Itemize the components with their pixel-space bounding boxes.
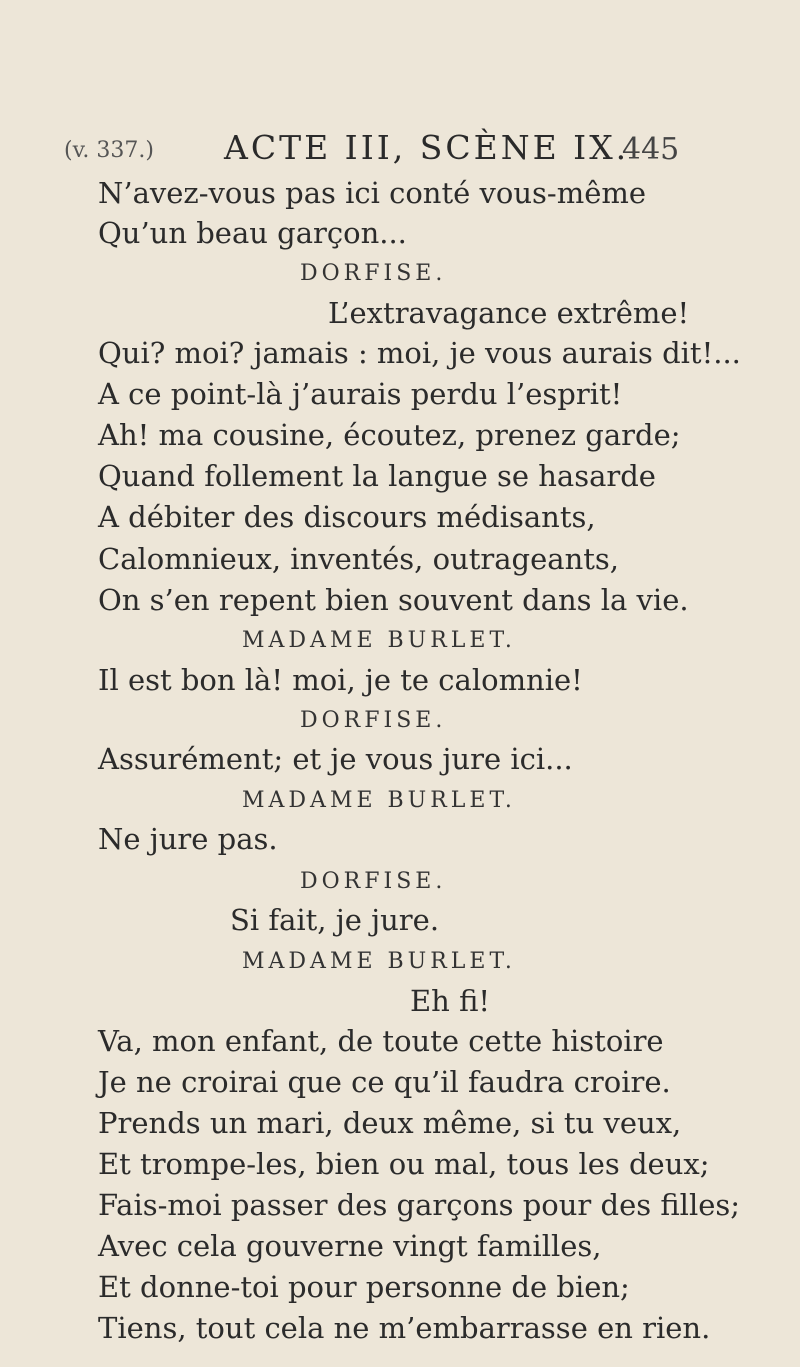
verse-line: L’extravagance extrême!: [328, 296, 690, 330]
speaker-name: MADAME BURLET.: [242, 788, 516, 813]
verse-line: Ne jure pas.: [98, 822, 278, 856]
act-scene-title: ACTE III, SCÈNE IX.: [224, 128, 630, 167]
verse-line: Je ne croirai que ce qu’il faudra croire.: [98, 1065, 671, 1099]
verse-line: Ah! ma cousine, écoutez, prenez garde;: [98, 418, 681, 452]
page-number: 445: [622, 132, 680, 167]
verse-line: Si fait, je jure.: [230, 903, 440, 937]
verse-line: On s’en repent bien souvent dans la vie.: [98, 583, 689, 617]
verse-line: Quand follement la langue se hasarde: [98, 459, 656, 493]
verse-line: Qui? moi? jamais : moi, je vous aurais dit!...: [98, 336, 741, 370]
verse-line: Qu’un beau garçon...: [98, 216, 407, 250]
speaker-name: MADAME BURLET.: [242, 949, 516, 974]
speaker-name: DORFISE.: [300, 261, 447, 286]
verse-line: A débiter des discours médisants,: [98, 500, 596, 534]
verse-line: Fais-moi passer des garçons pour des filles;: [98, 1188, 741, 1222]
verse-line: A ce point-là j’aurais perdu l’esprit!: [98, 377, 623, 411]
verse-line: Avec cela gouverne vingt familles,: [98, 1229, 602, 1263]
verse-line: Et trompe-les, bien ou mal, tous les deux;: [98, 1147, 710, 1181]
speaker-name: DORFISE.: [300, 869, 447, 894]
verse-line: Et donne-toi pour personne de bien;: [98, 1270, 630, 1304]
verse-line: Va, mon enfant, de toute cette histoire: [98, 1024, 664, 1058]
running-header: [0, 128, 800, 178]
verse-line: Eh fi!: [410, 984, 491, 1018]
verse-line: Prends un mari, deux même, si tu veux,: [98, 1106, 682, 1140]
verse-line: Il est bon là! moi, je te calomnie!: [98, 663, 583, 697]
verse-line: Calomnieux, inventés, outrageants,: [98, 542, 619, 576]
verse-line: Assurément; et je vous jure ici...: [98, 742, 573, 776]
verse-reference: (v. 337.): [64, 138, 154, 163]
verse-line: N’avez-vous pas ici conté vous-même: [98, 176, 647, 210]
verse-line: Tiens, tout cela ne m’embarrasse en rien.: [98, 1311, 711, 1345]
speaker-name: DORFISE.: [300, 708, 447, 733]
speaker-name: MADAME BURLET.: [242, 628, 516, 653]
